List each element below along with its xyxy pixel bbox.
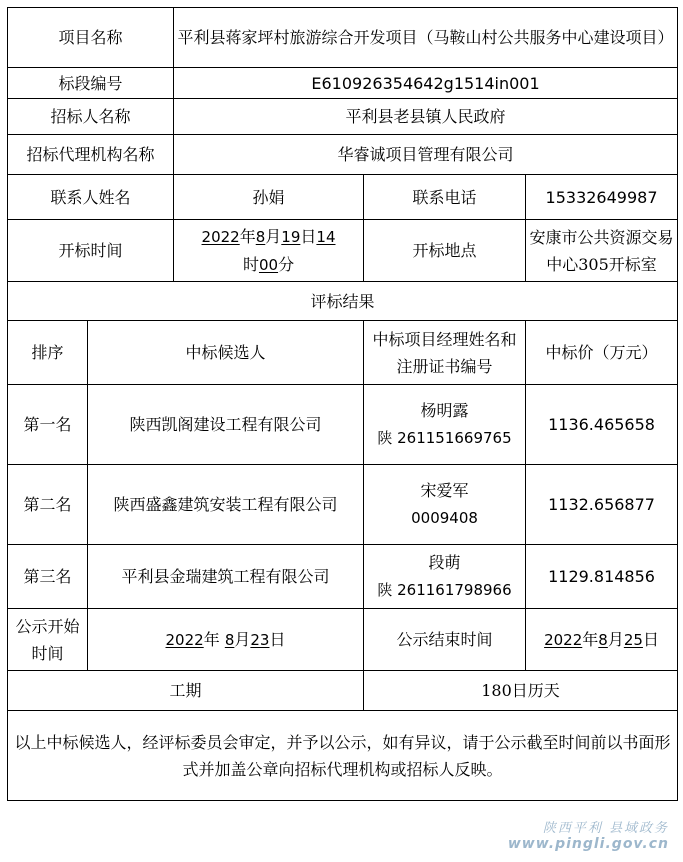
open-place-value: 安康市公共资源交易中心305开标室 [526, 220, 678, 282]
open-hour: 14 [316, 227, 336, 246]
rank-cell: 第二名 [8, 465, 88, 545]
start-day-unit: 日 [269, 629, 286, 649]
agency-label: 招标代理机构名称 [8, 135, 174, 175]
site-watermark [508, 817, 669, 852]
end-day: 25 [623, 630, 643, 649]
watermark-line1: 陕西平利 县域政务 [542, 821, 669, 836]
project-name-value: 平利县蒋家坪村旅游综合开发项目（马鞍山村公共服务中心建设项目） [174, 8, 678, 68]
header-price: 中标价（万元） [526, 321, 678, 385]
end-month: 8 [598, 630, 608, 649]
candidate-cell: 陕西凯阁建设工程有限公司 [88, 385, 364, 465]
table-row [8, 385, 678, 465]
open-month-unit: 月 [265, 226, 282, 246]
agency-value: 华睿诚项目管理有限公司 [174, 135, 678, 175]
row-period [8, 671, 678, 711]
section-number-value: E610926354642g1514in001 [174, 68, 678, 99]
project-name-label: 项目名称 [8, 8, 174, 68]
manager-cert: 陕 261161798966 [377, 581, 512, 599]
rank-cell: 第一名 [8, 385, 88, 465]
price-cell: 1129.814856 [526, 545, 678, 609]
end-year: 2022 [544, 630, 583, 649]
manager-cell [364, 385, 526, 465]
open-month: 8 [255, 227, 266, 246]
header-rank: 排序 [8, 321, 88, 385]
bid-result-table [7, 7, 678, 801]
open-year-unit: 年 [239, 226, 256, 246]
open-time-label: 开标时间 [8, 220, 174, 282]
manager-cert: 0009408 [411, 509, 478, 527]
start-year: 2022 [165, 630, 204, 649]
period-label: 工期 [8, 671, 364, 711]
open-hour-unit: 时 [242, 254, 259, 274]
row-publicity [8, 609, 678, 671]
open-time-value [174, 220, 364, 282]
rank-cell: 第三名 [8, 545, 88, 609]
end-day-unit: 日 [642, 629, 659, 649]
contact-label: 联系人姓名 [8, 175, 174, 220]
candidate-cell: 陕西盛鑫建筑安装工程有限公司 [88, 465, 364, 545]
open-year: 2022 [201, 227, 240, 246]
price-cell: 1136.465658 [526, 385, 678, 465]
section-number-label: 标段编号 [8, 68, 174, 99]
publicity-end-value [526, 609, 678, 671]
row-note [8, 711, 678, 801]
row-tenderer [8, 99, 678, 135]
tenderer-value: 平利县老县镇人民政府 [174, 99, 678, 135]
end-year-unit: 年 [582, 629, 599, 649]
start-year-unit: 年 [203, 629, 220, 649]
manager-name: 杨明露 [420, 401, 469, 420]
start-month-unit: 月 [234, 629, 251, 649]
manager-cell [364, 545, 526, 609]
manager-name: 宋爱军 [420, 481, 469, 500]
header-manager: 中标项目经理姓名和注册证书编号 [364, 321, 526, 385]
contact-value: 孙娟 [174, 175, 364, 220]
start-day: 23 [250, 630, 270, 649]
watermark-url: www.pingli.gov.cn [507, 836, 669, 852]
header-candidate: 中标候选人 [88, 321, 364, 385]
publicity-note: 以上中标候选人，经评标委员会审定，并予以公示，如有异议，请于公示截至时间前以书面形式并加盖公章向招标代理机构或招标人反映。 [8, 711, 678, 801]
publicity-end-label: 公示结束时间 [364, 609, 526, 671]
results-header-row [8, 321, 678, 385]
manager-name: 段萌 [428, 553, 461, 572]
end-month-unit: 月 [607, 629, 624, 649]
row-results-title [8, 282, 678, 321]
manager-cert: 陕 261151669765 [377, 429, 512, 447]
phone-label: 联系电话 [364, 175, 526, 220]
open-day-unit: 日 [300, 226, 317, 246]
publicity-start-value [88, 609, 364, 671]
open-place-label: 开标地点 [364, 220, 526, 282]
row-project-name [8, 8, 678, 68]
candidate-cell: 平利县金瑞建筑工程有限公司 [88, 545, 364, 609]
open-day: 19 [281, 227, 301, 246]
start-month: 8 [224, 630, 235, 649]
table-row [8, 465, 678, 545]
row-agency [8, 135, 678, 175]
results-section-title: 评标结果 [8, 282, 678, 321]
period-value: 180日历天 [364, 671, 678, 711]
manager-cell [364, 465, 526, 545]
row-section-number [8, 68, 678, 99]
row-open-time [8, 220, 678, 282]
open-minute: 00 [258, 255, 279, 274]
table-row [8, 545, 678, 609]
row-contact [8, 175, 678, 220]
publicity-start-label: 公示开始时间 [8, 609, 88, 671]
price-cell: 1132.656877 [526, 465, 678, 545]
open-minute-unit: 分 [278, 254, 295, 274]
phone-value: 15332649987 [526, 175, 678, 220]
tenderer-label: 招标人名称 [8, 99, 174, 135]
